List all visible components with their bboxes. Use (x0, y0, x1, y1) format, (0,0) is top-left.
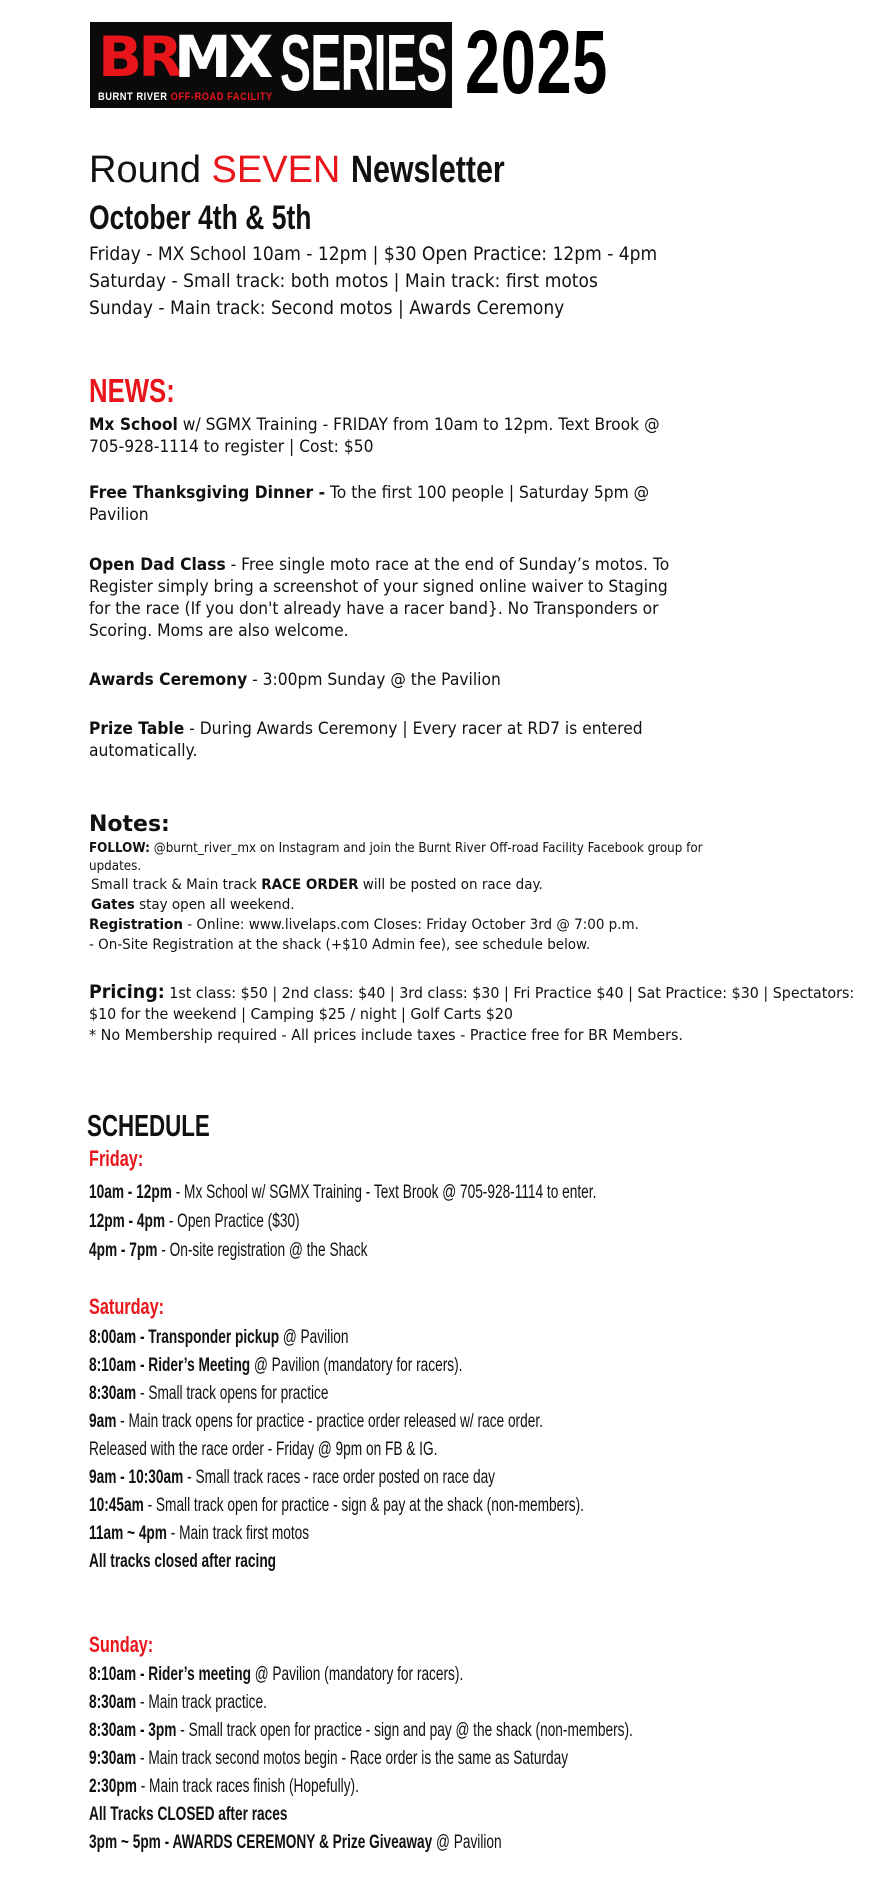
page-title (89, 148, 543, 192)
schedule-time: 9am - 10:30am (89, 1467, 184, 1488)
logo-subtitle-white: BURNT RIVER (98, 91, 168, 103)
event-date: October 4th & 5th (89, 199, 312, 237)
note-gates (91, 896, 295, 915)
schedule-time: All Tracks CLOSED after races (89, 1804, 288, 1825)
schedule-time: 11am ~ 4pm (89, 1523, 167, 1544)
news-heading: NEWS: (89, 372, 175, 409)
news-item-title: Free Thanksgiving Dinner - (89, 483, 326, 502)
pricing-text: 1st class: $50 | 2nd class: $40 | 3rd class: $30 | Fri Practice $40 | Sat Practice: $30 | Spectators: $10 for the weekend | Camping $25 / night | Golf Carts $20 (89, 984, 855, 1023)
schedule-line (89, 1354, 462, 1378)
note-race-order-bold: RACE ORDER (261, 877, 359, 893)
schedule-line (89, 1775, 359, 1799)
schedule-time: 2:30pm (89, 1776, 137, 1797)
schedule-time: 8:30am (89, 1383, 137, 1404)
note-race-order-post: will be posted on race day. (358, 877, 543, 893)
schedule-time: 12pm - 4pm (89, 1211, 166, 1232)
schedule-time: 8:00am - Transponder pickup (89, 1327, 280, 1348)
schedule-line (89, 1438, 437, 1462)
schedule-line (89, 1719, 633, 1743)
news-item-title: Prize Table (89, 719, 185, 738)
logo-subtitle (98, 90, 273, 104)
schedule-desc: - Mx School w/ SGMX Training - Text Brook @ 705-928-1114 to enter. (171, 1182, 597, 1203)
schedule-line (89, 1210, 300, 1234)
schedule-line (89, 1663, 463, 1687)
news-item-title: Mx School (89, 415, 178, 434)
schedule-line (89, 1239, 367, 1263)
overview-saturday: Saturday - Small track: both motos | Main track: first motos (89, 270, 598, 292)
schedule-line (89, 1803, 287, 1827)
schedule-desc: @ Pavilion (mandatory for racers). (250, 1355, 463, 1376)
schedule-desc: - Small track open for practice - sign & pay at the shack (non-members). (143, 1495, 584, 1516)
overview-friday: Friday - MX School 10am - 12pm | $30 Open Practice: 12pm - 4pm (89, 243, 658, 265)
schedule-time: 4pm - 7pm (89, 1240, 158, 1261)
note-follow-text: @burnt_river_mx on Instagram and join the Burnt River Off-road Facility Facebook group for updates. (89, 841, 703, 874)
news-item-text: - Free single moto race at the end of Sunday’s motos. To Register simply bring a screenshot of your signed online waiver to Staging for the race (If you don't already have a racer band}. No Transponders or Scoring. Moms are also welcome. (89, 555, 670, 640)
news-item-awards (89, 669, 691, 691)
schedule-desc: - Open Practice ($30) (165, 1211, 300, 1232)
brmx-series-logo (90, 18, 452, 108)
schedule-time: All tracks closed after racing (89, 1551, 277, 1572)
news-item-text: - During Awards Ceremony | Every racer at RD7 is entered automatically. (89, 719, 643, 760)
schedule-desc: - Main track races finish (Hopefully). (136, 1776, 359, 1797)
schedule-desc: @ Pavilion (279, 1327, 349, 1348)
news-item-prize-table (89, 718, 691, 762)
logo-br: BR (98, 24, 179, 90)
schedule-time: 10:45am (89, 1495, 144, 1516)
schedule-desc: Released with the race order - Friday @ 9pm on FB & IG. (89, 1439, 438, 1460)
note-race-order-pre: Small track & Main track (91, 877, 262, 893)
pricing-block (89, 982, 857, 1046)
schedule-line (89, 1181, 596, 1205)
news-item-text: To the first 100 people | Saturday 5pm @ Pavilion (89, 483, 650, 524)
schedule-time: 8:30am - 3pm (89, 1720, 177, 1741)
note-race-order (91, 876, 543, 895)
schedule-desc: - Small track opens for practice (136, 1383, 329, 1404)
schedule-line (89, 1410, 543, 1434)
schedule-desc: - Main track practice. (136, 1692, 267, 1713)
schedule-desc: - Small track races - race order posted on race day (183, 1467, 496, 1488)
note-registration-label: Registration (89, 917, 183, 933)
sunday-heading: Sunday: (89, 1632, 154, 1657)
schedule-time: 3pm ~ 5pm - AWARDS CEREMONY & Prize Giveaway (89, 1832, 433, 1853)
schedule-time: 10am - 12pm (89, 1182, 172, 1203)
news-item-title: Awards Ceremony (89, 670, 248, 689)
schedule-line (89, 1466, 495, 1490)
title-round: Round (89, 149, 201, 191)
friday-heading: Friday: (89, 1146, 144, 1171)
schedule-desc: - Main track first motos (166, 1523, 310, 1544)
pricing-footnote: * No Membership required - All prices include taxes - Practice free for BR Members. (89, 1026, 683, 1044)
schedule-heading: SCHEDULE (87, 1108, 210, 1143)
schedule-time: 9am (89, 1411, 117, 1432)
schedule-time: 9:30am (89, 1748, 137, 1769)
news-item-mx-school (89, 414, 691, 458)
logo-subtitle-red: OFF-ROAD FACILITY (170, 91, 273, 103)
schedule-line (89, 1831, 502, 1855)
news-item-text: w/ SGMX Training - FRIDAY from 10am to 12pm. Text Brook @ 705-928-1114 to register | Cost: $50 (89, 415, 660, 456)
title-seven: SEVEN (211, 149, 341, 191)
schedule-desc: - Main track second motos begin - Race order is the same as Saturday (136, 1748, 569, 1769)
schedule-desc: - On-site registration @ the Shack (157, 1240, 368, 1261)
note-follow (89, 840, 751, 876)
year-label: 2025 (465, 13, 608, 113)
schedule-time: 8:10am - Rider’s Meeting (89, 1355, 251, 1376)
schedule-desc: - Main track opens for practice - practice order released w/ race order. (116, 1411, 543, 1432)
note-registration (89, 916, 639, 935)
note-onsite-registration: - On-Site Registration at the shack (+$10 Admin fee), see schedule below. (89, 937, 591, 953)
logo-series: SERIES (280, 18, 447, 107)
overview-sunday: Sunday - Main track: Second motos | Awards Ceremony (89, 297, 565, 319)
schedule-line (89, 1326, 348, 1350)
note-gates-text: stay open all weekend. (134, 897, 295, 913)
pricing-heading: Pricing: (89, 981, 165, 1003)
note-registration-text: - Online: www.livelaps.com Closes: Friday October 3rd @ 7:00 p.m. (182, 917, 639, 933)
news-item-thanksgiving (89, 482, 691, 526)
notes-heading: Notes: (89, 812, 170, 837)
schedule-line (89, 1550, 276, 1574)
schedule-line (89, 1522, 309, 1546)
note-gates-label: Gates (91, 897, 135, 913)
schedule-time: 8:10am - Rider’s meeting (89, 1664, 251, 1685)
schedule-line (89, 1494, 584, 1518)
schedule-desc: @ Pavilion (mandatory for racers). (250, 1664, 464, 1685)
title-newsletter: Newsletter (350, 149, 505, 191)
saturday-heading: Saturday: (89, 1294, 165, 1319)
schedule-desc: - Small track open for practice - sign and pay @ the shack (non-members). (176, 1720, 633, 1741)
schedule-line (89, 1747, 568, 1771)
news-item-open-dad-class (89, 554, 691, 642)
schedule-desc: @ Pavilion (432, 1832, 502, 1853)
note-follow-label: FOLLOW: (89, 841, 150, 856)
news-item-text: - 3:00pm Sunday @ the Pavilion (247, 670, 501, 689)
schedule-line (89, 1691, 267, 1715)
schedule-line (89, 1382, 329, 1406)
logo-mx: MX (174, 23, 271, 91)
news-item-title: Open Dad Class (89, 555, 226, 574)
schedule-time: 8:30am (89, 1692, 137, 1713)
